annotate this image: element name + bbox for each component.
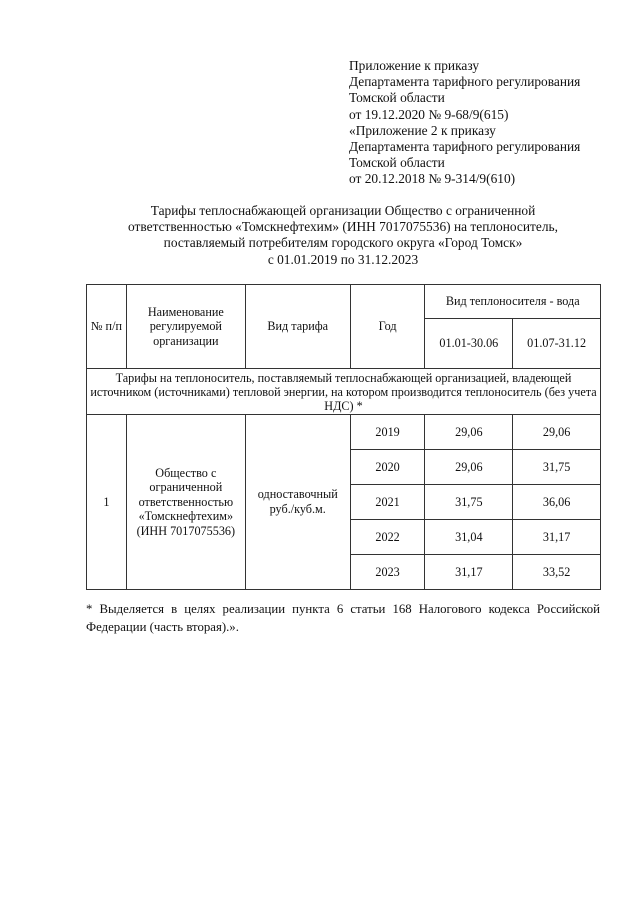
col-header-period-second-half: 01.07-31.12	[513, 319, 601, 369]
title-line: ответственностью «Томскнефтехим» (ИНН 7017075536) на теплоноситель,	[128, 219, 558, 235]
title-line: с 01.01.2019 по 31.12.2023	[267, 251, 419, 267]
tariff-first-half-cell: 31,04	[425, 520, 513, 555]
tariff-first-half-cell: 29,06	[425, 450, 513, 485]
section-title-cell: Тарифы на теплоноситель, поставляемый теплоснабжающей организацией, владеющей источником (источниками) тепловой энергии, на котором производится теплоноситель (без учета НДС) *	[87, 369, 601, 415]
header-line: от 19.12.2020 № 9-68/9(615)	[349, 106, 509, 122]
header-line: Томской области	[349, 90, 445, 106]
year-cell: 2023	[350, 555, 425, 590]
col-header-period-first-half: 01.01-30.06	[425, 319, 513, 369]
document-title	[86, 203, 600, 268]
tariff-second-half-cell: 31,17	[513, 520, 601, 555]
title-line: Тарифы теплоснабжающей организации Общество с ограниченной	[150, 203, 536, 218]
header-line: от 20.12.2018 № 9-314/9(610)	[349, 171, 516, 187]
title-line: поставляемый потребителям городского округа «Город Томск»	[163, 235, 523, 251]
header-line: Департамента тарифного регулирования	[349, 139, 581, 155]
footnote: * Выделяется в целях реализации пункта 6 статьи 168 Налогового кодекса Российской Федерации (часть вторая).».	[86, 602, 600, 634]
header-line: Приложение к приказу	[349, 58, 480, 73]
year-cell: 2020	[350, 450, 425, 485]
organization-name-cell: Общество с ограниченной ответственностью «Томскнефтехим» (ИНН 7017075536)	[126, 415, 245, 590]
year-cell: 2019	[350, 415, 425, 450]
year-cell: 2022	[350, 520, 425, 555]
col-header-number: № п/п	[87, 285, 127, 369]
tariff-first-half-cell: 31,75	[425, 485, 513, 520]
header-line: «Приложение 2 к приказу	[349, 122, 496, 138]
tariff-type-cell: одноставочный руб./куб.м.	[245, 415, 350, 590]
table-row	[87, 415, 601, 450]
tariff-first-half-cell: 31,17	[425, 555, 513, 590]
col-header-coolant-water: Вид теплоносителя - вода	[425, 285, 601, 319]
tariff-table	[86, 284, 601, 590]
tariff-second-half-cell: 29,06	[513, 415, 601, 450]
col-header-tariff-type: Вид тарифа	[245, 285, 350, 369]
year-cell: 2021	[350, 485, 425, 520]
tariff-first-half-cell: 29,06	[425, 415, 513, 450]
header-line: Томской области	[349, 155, 445, 171]
tariff-second-half-cell: 31,75	[513, 450, 601, 485]
col-header-organization: Наименование регулируемой организации	[126, 285, 245, 369]
appendix-header	[349, 58, 580, 188]
header-line: Департамента тарифного регулирования	[349, 74, 581, 90]
col-header-year: Год	[350, 285, 425, 369]
row-number-cell: 1	[87, 415, 127, 590]
tariff-second-half-cell: 33,52	[513, 555, 601, 590]
tariff-second-half-cell: 36,06	[513, 485, 601, 520]
